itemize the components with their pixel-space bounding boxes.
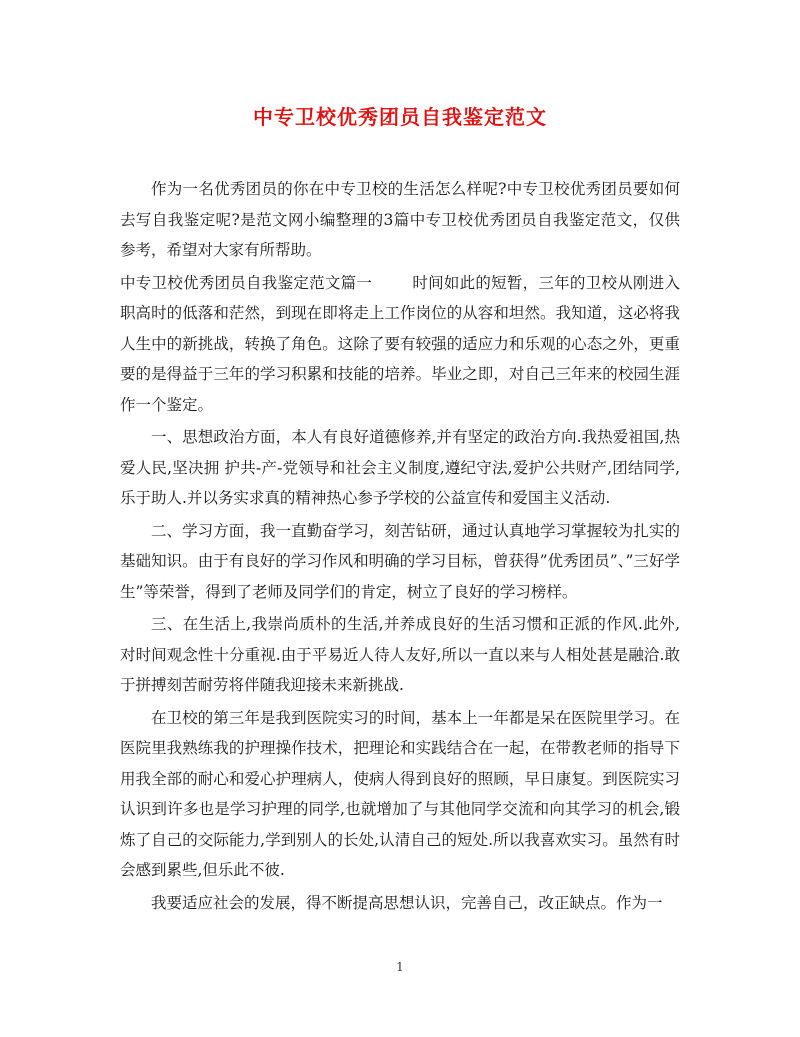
politics-paragraph: 一、思想政治方面，本人有良好道德修养,并有坚定的政治方向.我热爱祖国,热爱人民,坚决拥 护共-产-党领导和社会主义制度,遵纪守法,爱护公共财产,团结同学,乐于助人.并以务实求真的精神热心参予学校的公益宣传和爱国主义活动.: [120, 428, 680, 507]
intro-paragraph: 作为一名优秀团员的你在中专卫校的生活怎么样呢?中专卫校优秀团员要如何去写自我鉴定呢?是范文网小编整理的3篇中专卫校优秀团员自我鉴定范文，仅供参考，希望对大家有所帮助。: [120, 180, 680, 259]
internship-paragraph: 在卫校的第三年是我到医院实习的时间，基本上一年都是呆在医院里学习。在医院里我熟练我的护理操作技术，把理论和实践结合在一起，在带教老师的指导下用我全部的耐心和爱心护理病人，使病人得到良好的照顾，早日康复。到医院实习认识到许多也是学习护理的同学,也就增加了与其他同学交流和向其学习的机会,锻炼了自己的交际能力,学到别人的长处,认清自己的短处.所以我喜欢实习。虽然有时会感到累些,但乐此不彼.: [120, 708, 680, 879]
page-number: 1: [396, 960, 404, 974]
section-paragraph: [120, 268, 680, 421]
study-paragraph: 二、学习方面，我一直勤奋学习，刻苦钻研，通过认真地学习掌握较为扎实的基础知识。由于有良好的学习作风和明确的学习目标，曾获得”优秀团员”、”三好学生”等荣誉，得到了老师及同学们的肯定，树立了良好的学习榜样。: [120, 521, 680, 601]
document-body: [120, 174, 680, 920]
closing-paragraph: 我要适应社会的发展，得不断提高思想认识，完善自己，改正缺点。作为一: [151, 893, 663, 912]
section-lead-text: 时间如此的短暂，三年的卫校从刚进入职高时的低落和茫然，到现在即将走上工作岗位的从容和坦然。我知道，这必将我人生中的新挑战，转换了角色。这除了要有较强的适应力和乐观的心态之外，更重要的是得益于三年的学习积累和技能的培养。毕业之即，对自己三年来的校园生涯作一个鉴定。: [120, 273, 680, 414]
document-title: 中专卫校优秀团员自我鉴定范文: [253, 105, 547, 129]
section-heading: 中专卫校优秀团员自我鉴定范文篇一: [120, 273, 373, 292]
life-paragraph: 三、在生活上,我崇尚质朴的生活,并养成良好的生活习惯和正派的作风.此外,对时间观念性十分重视.由于平易近人待人友好,所以一直以来与人相处甚是融洽.敢于拼搏刻苦耐劳将伴随我迎接未来新挑战.: [120, 615, 680, 694]
